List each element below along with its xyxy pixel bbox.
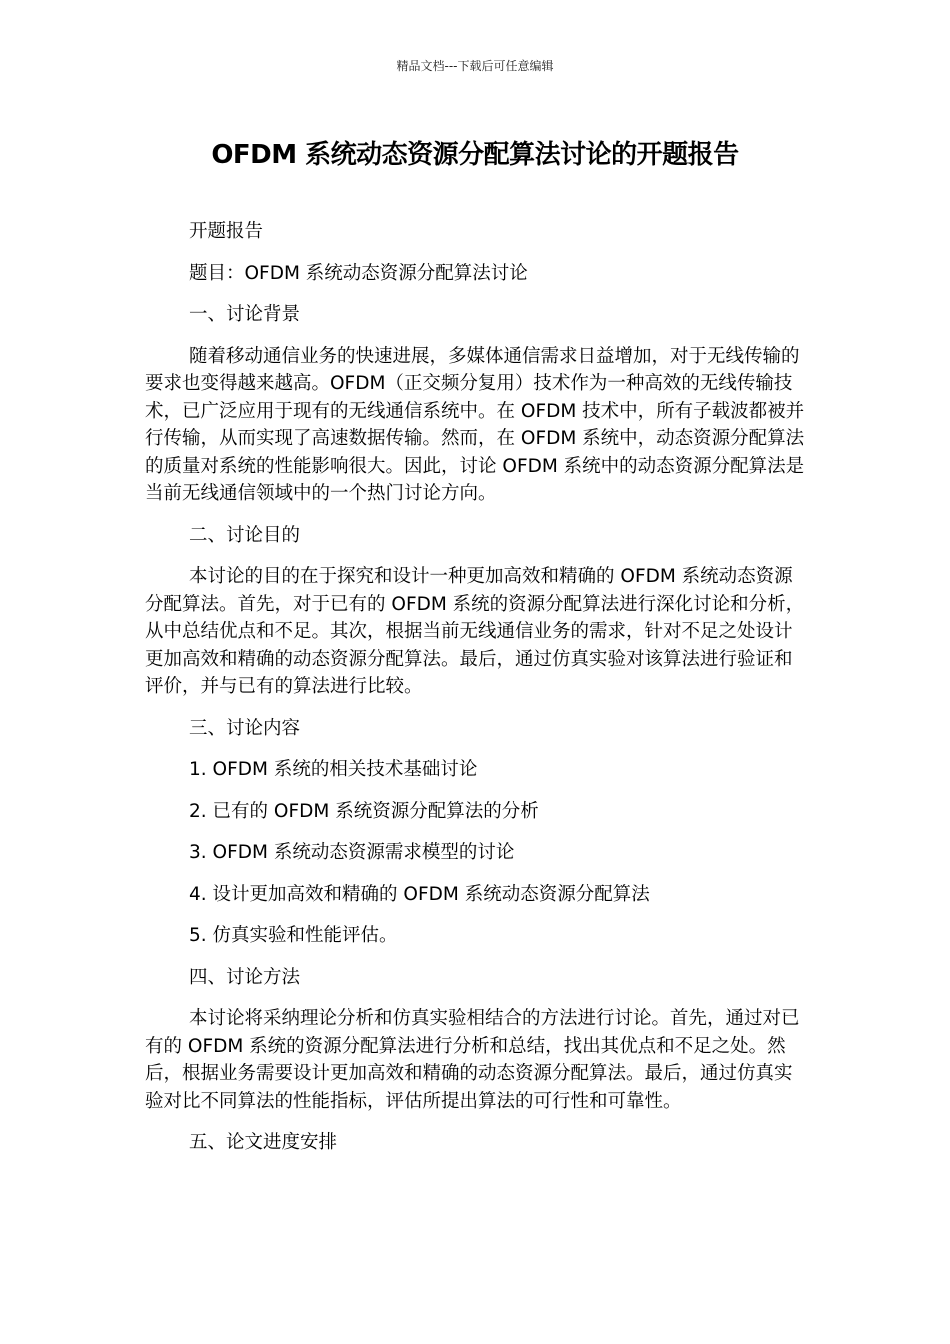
section-heading-method: 四、讨论方法	[189, 966, 301, 988]
paragraph-background: 随着移动通信业务的快速进展，多媒体通信需求日益增加，对于无线传输的要求也变得越来越高。OFDM（正交频分复用）技术作为一种高效的无线传输技术，已广泛应用于现有的无线通信系统中。在 OFDM 技术中，所有子载波都被并行传输，从而实现了高速数据传输。然而，在 OFDM 系统中，动态资源分配算法的质量对系统的性能影响很大。因此，讨论 OFDM 系统中的动态资源分配算法是当前无线通信领域中的一个热门讨论方向。	[145, 345, 805, 504]
document-body	[145, 218, 805, 1157]
paragraph-purpose: 本讨论的目的在于探究和设计一种更加高效和精确的 OFDM 系统动态资源分配算法。首先，对于已有的 OFDM 系统的资源分配算法进行深化讨论和分析，从中总结优点和不足。其次，根据当前无线通信业务的需求，针对不足之处设计更加高效和精确的动态资源分配算法。最后，通过仿真实验对该算法进行验证和评价，并与已有的算法进行比较。	[145, 566, 805, 697]
header-note: 精品文档---下载后可任意编辑	[396, 59, 554, 73]
list-item: 1. OFDM 系统的相关技术基础讨论	[189, 759, 478, 780]
section-heading-content: 三、讨论内容	[189, 717, 301, 739]
list-item: 2. 已有的 OFDM 系统资源分配算法的分析	[189, 800, 539, 822]
section-heading-schedule: 五、论文进度安排	[189, 1132, 338, 1153]
section-heading-background: 一、讨论背景	[189, 304, 301, 325]
section-heading-purpose: 二、讨论目的	[189, 524, 301, 546]
topic-line: 题目：OFDM 系统动态资源分配算法讨论	[189, 262, 528, 284]
document-title: OFDM 系统动态资源分配算法讨论的开题报告	[211, 140, 739, 170]
list-item: 5. 仿真实验和性能评估。	[189, 925, 398, 946]
paragraph-method: 本讨论将采纳理论分析和仿真实验相结合的方法进行讨论。首先，通过对已有的 OFDM 系统的资源分配算法进行分析和总结，找出其优点和不足之处。然后，根据业务需要设计更加高效和精确的动态资源分配算法。最后，通过仿真实验对比不同算法的性能指标，评估所提出算法的可行性和可靠性。	[145, 1008, 800, 1112]
list-item: 3. OFDM 系统动态资源需求模型的讨论	[189, 842, 515, 863]
list-item: 4. 设计更加高效和精确的 OFDM 系统动态资源分配算法	[189, 883, 650, 905]
report-label: 开题报告	[189, 221, 264, 242]
